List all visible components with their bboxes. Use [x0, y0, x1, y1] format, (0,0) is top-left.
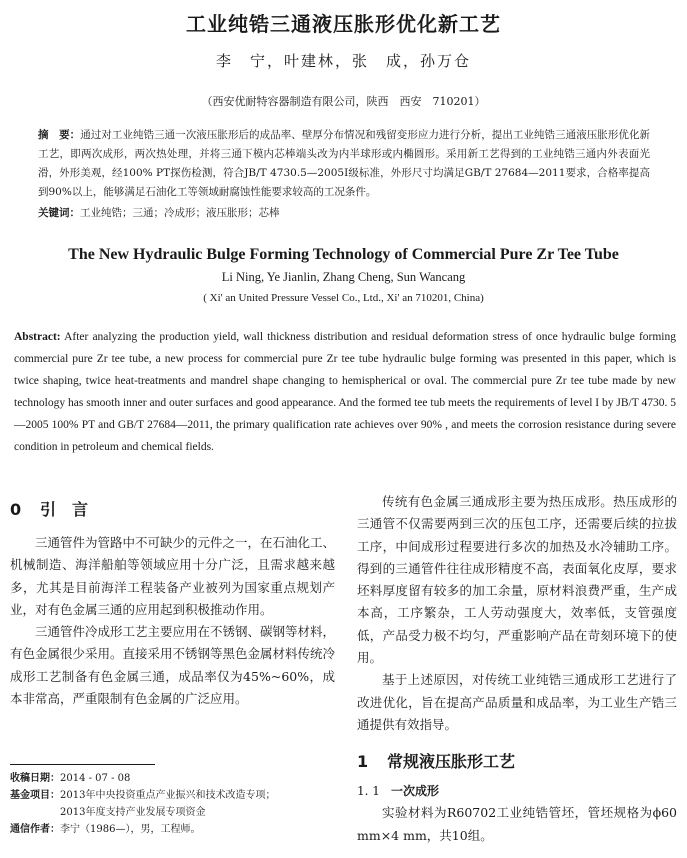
english-title: The New Hydraulic Bulge Forming Technology of Commercial Pure Zr Tee Tube [68, 246, 619, 263]
subsection-1-1-number: 1. 1 [357, 784, 380, 799]
english-abstract-label: Abstract: [14, 331, 61, 343]
section-0-heading [10, 498, 335, 522]
fund-value-line-2: 2013年度支持产业发展专项资金 [60, 807, 206, 818]
left-column [10, 498, 335, 710]
chinese-abstract-text: 通过对工业纯锆三通一次液压胀形后的成品率、壁厚分布情况和残留变形应力进行分析，提出工业纯锆三通液压胀形优化新工艺，即两次成形，两次热处理，并将三通下模内芯棒端头改为内半球形或内椭圆形。采用新工艺得到的工业纯锆三通内外表面光滑，外形美观，经100% PT探伤检测，符合JB/T 4730.5—2005Ⅰ级标准，外形尺寸均满足GB/T 27684—2011要求，合格率提高到90%以上，能够满足石油化工等领域耐腐蚀性能要求较高的工况条件。 [38, 129, 651, 198]
footnote-fund [10, 787, 340, 821]
intro-paragraph-2: 三通管件冷成形工艺主要应用在不锈钢、碳钢等材料，有色金属很少采用。直接采用不锈钢等黑色金属材料传统冷成形工艺制备有色金属三通，成品率仅为45%~60%，成本非常高，严重限制有色金属的广泛应用。 [10, 624, 336, 707]
right-column [357, 491, 677, 847]
english-affiliation: ( Xi' an United Pressure Vessel Co., Ltd., Xi' an 710201, China) [203, 292, 484, 304]
chinese-title: 工业纯锆三通液压胀形优化新工艺 [186, 12, 501, 36]
chinese-keywords-label: 关键词： [38, 207, 80, 219]
chinese-keywords-text: 工业纯锆；三通；冷成形；液压胀形；芯棒 [80, 207, 280, 219]
english-abstract-text: After analyzing the production yield, wall thickness distribution and residual deformation stress of once hydraulic bulge forming commercial pure Zr tee tube, a new process for commercial pure Zr tee tube hydraulic bulge forming was presented in this paper, which is twice shaping, twice heat-treatments and mandrel shape changing to hemispherical or oval. The commercial pure Zr tee tube made by new technology has smooth inner and outer surfaces and good appearance. And the formed tee tub meets the requirements of level I by JB/T 4730. 5—2005 100% PT and GB/T 27684—2011, the primary qualification rate achieves over 90% , and meets the corrosion resistance during severe condition in petroleum and chemical fields. [14, 331, 676, 453]
received-label: 收稿日期： [10, 773, 60, 784]
english-abstract [14, 326, 676, 458]
chinese-keywords [38, 205, 650, 220]
intro-paragraph-1: 三通管件为管路中不可缺少的元件之一，在石油化工、机械制造、海洋船舶等领域应用十分广泛，且需求越来越多，尤其是目前海洋工程装备产业被列为国家重点规划产业，对有色金属三通的应用起到积极推动作用。 [10, 535, 336, 617]
footnote-divider [10, 764, 155, 765]
received-date: 2014 - 07 - 08 [60, 773, 131, 784]
english-authors: Li Ning, Ye Jianlin, Zhang Cheng, Sun Wancang [221, 270, 466, 284]
fund-value-line-1: 2013年中央投资重点产业振兴和技术改造专项； [60, 790, 276, 801]
section-0-number: 0 [10, 500, 22, 519]
section-1-title: 常规液压胀形工艺 [387, 752, 516, 772]
subsection-1-1-heading [357, 780, 677, 802]
fund-label: 基金项目： [10, 790, 60, 801]
chinese-authors: 李 宁，叶建林，张 成，孙万仓 [215, 52, 471, 70]
corresponding-author-label: 通信作者： [10, 824, 60, 835]
chinese-abstract-label: 摘 要： [38, 129, 81, 141]
corresponding-author-value: 李宁（1986—），男，工程师。 [60, 824, 201, 835]
footnote-received [10, 770, 340, 787]
fund-value [60, 787, 340, 821]
intro-paragraph-3: 传统有色金属三通成形主要为热压成形。热压成形的三通管不仅需要两到三次的压包工序，还需要后续的拉拔工序，中间成形过程要进行多次的加热及水冷辅助工序。得到的三通管件往往成形精度不高，表面氧化皮厚，要求坯料厚度留有较多的加工余量，原材料浪费严重，生产成本高，工序繁杂，工人劳动强度大，效率低，支管强度低，产品受力极不均匀，严重影响产品在苛刻环境下的使用。 [357, 494, 677, 666]
footnote-author [10, 821, 340, 838]
section-1-paragraph-1: 实验材料为R60702工业纯锆管坯，管坯规格为ϕ60 mm×4 mm，共10组。 [357, 805, 677, 843]
chinese-abstract [38, 126, 650, 202]
footnotes [10, 770, 340, 838]
chinese-affiliation: （西安优耐特容器制造有限公司，陕西 西安 710201） [201, 95, 486, 108]
section-1-number: 1 [357, 752, 369, 772]
intro-paragraph-4: 基于上述原因，对传统工业纯锆三通成形工艺进行了改进优化，旨在提高产品质量和成品率，为工业生产锆三通提供有效指导。 [357, 672, 677, 732]
section-1-heading [357, 750, 677, 774]
section-0-title: 引 言 [40, 500, 89, 519]
subsection-1-1-title: 一次成形 [391, 784, 440, 799]
